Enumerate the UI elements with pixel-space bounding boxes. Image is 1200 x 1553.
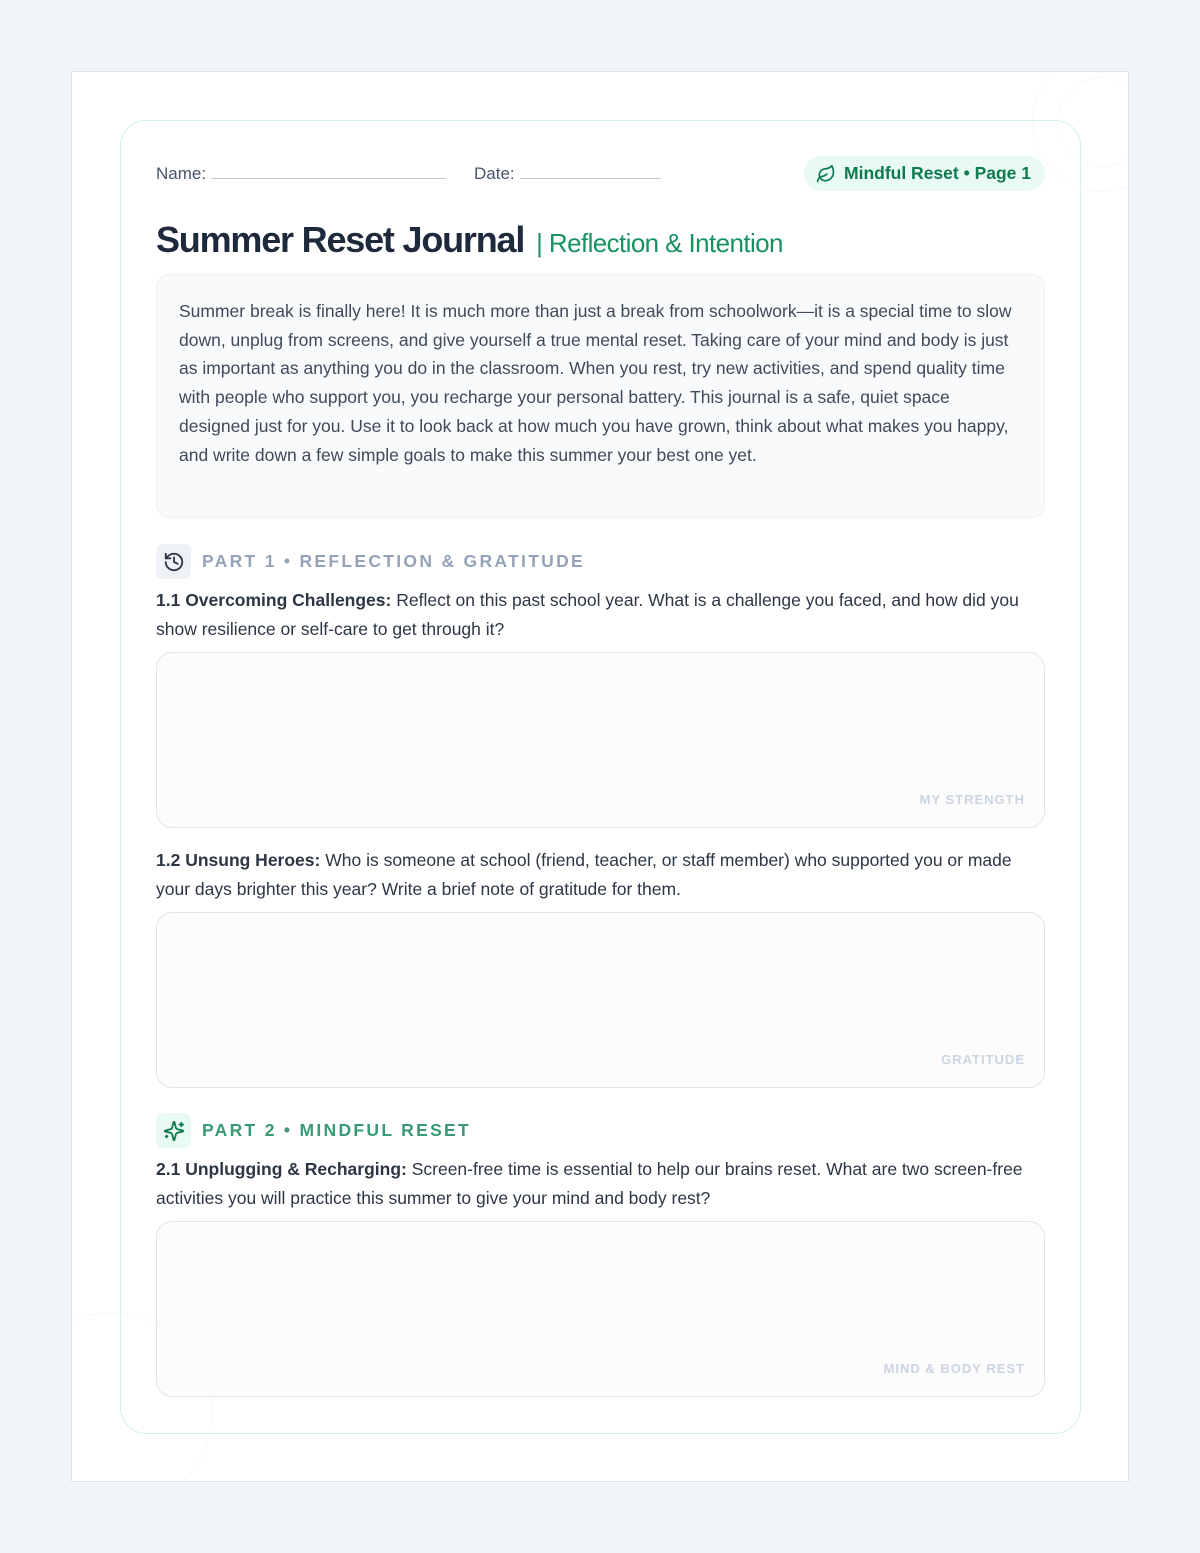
question-text: Reflect on this past school year. What is a challenge you faced, and how did you show resilience or self-care to get through it? [156,590,1019,639]
history-icon [163,551,185,573]
badge-text: Mindful Reset • Page 1 [844,163,1031,183]
name-line[interactable] [211,165,446,179]
question-1-1 [156,586,1045,643]
answer-tag: MY STRENGTH [919,792,1025,807]
question-title: 1.1 Overcoming Challenges: [156,590,392,610]
part1-label: PART 1 • REFLECTION & GRATITUDE [202,551,586,571]
question-text: Screen-free time is essential to help our brains reset. What are two screen-free activities you will practice this summer to give your mind and body rest? [156,1159,1023,1208]
question-text: Who is someone at school (friend, teacher, or staff member) who supported you or made your days brighter this year? Write a brief note of gratitude for them. [156,850,1012,899]
journal-card [120,120,1081,1434]
part1-icon-box [156,544,191,579]
date-line[interactable] [520,165,661,179]
intro-paragraph: Summer break is finally here! It is much more than just a break from schoolwork—it is a special time to slow down, unplug from screens, and give yourself a true mental reset. Taking care of your mind and body is just as important as anything you do in the classroom. When you rest, try new activities, and spend quality time with people who support you, you recharge your personal battery. This journal is a safe, quiet space designed just for you. Use it to look back at how much you have grown, think about what makes you happy, and write down a few simple goals to make this summer your best one yet. [156,274,1045,518]
page-subtitle: | Reflection & Intention [536,228,783,258]
page-title: Summer Reset Journal [156,219,525,260]
question-1-2 [156,846,1045,903]
question-title: 1.2 Unsung Heroes: [156,850,321,870]
question-2-1 [156,1155,1045,1212]
date-field [474,164,661,184]
part2-icon-box [156,1113,191,1148]
answer-box-2-1[interactable] [156,1221,1045,1397]
answer-tag: GRATITUDE [941,1052,1025,1067]
date-label: Date: [474,164,515,183]
answer-tag: MIND & BODY REST [883,1361,1025,1376]
part2-label: PART 2 • MINDFUL RESET [202,1120,472,1140]
title-row [156,219,783,261]
answer-box-1-2[interactable] [156,912,1045,1088]
page-badge [804,156,1045,191]
question-title: 2.1 Unplugging & Recharging: [156,1159,407,1179]
sparkles-icon [163,1120,185,1142]
part1-heading [156,544,585,579]
leaf-icon [816,164,836,184]
part2-heading [156,1113,471,1148]
worksheet-page [71,71,1129,1482]
answer-box-1-1[interactable] [156,652,1045,828]
name-field [156,164,446,184]
name-label: Name: [156,164,207,183]
